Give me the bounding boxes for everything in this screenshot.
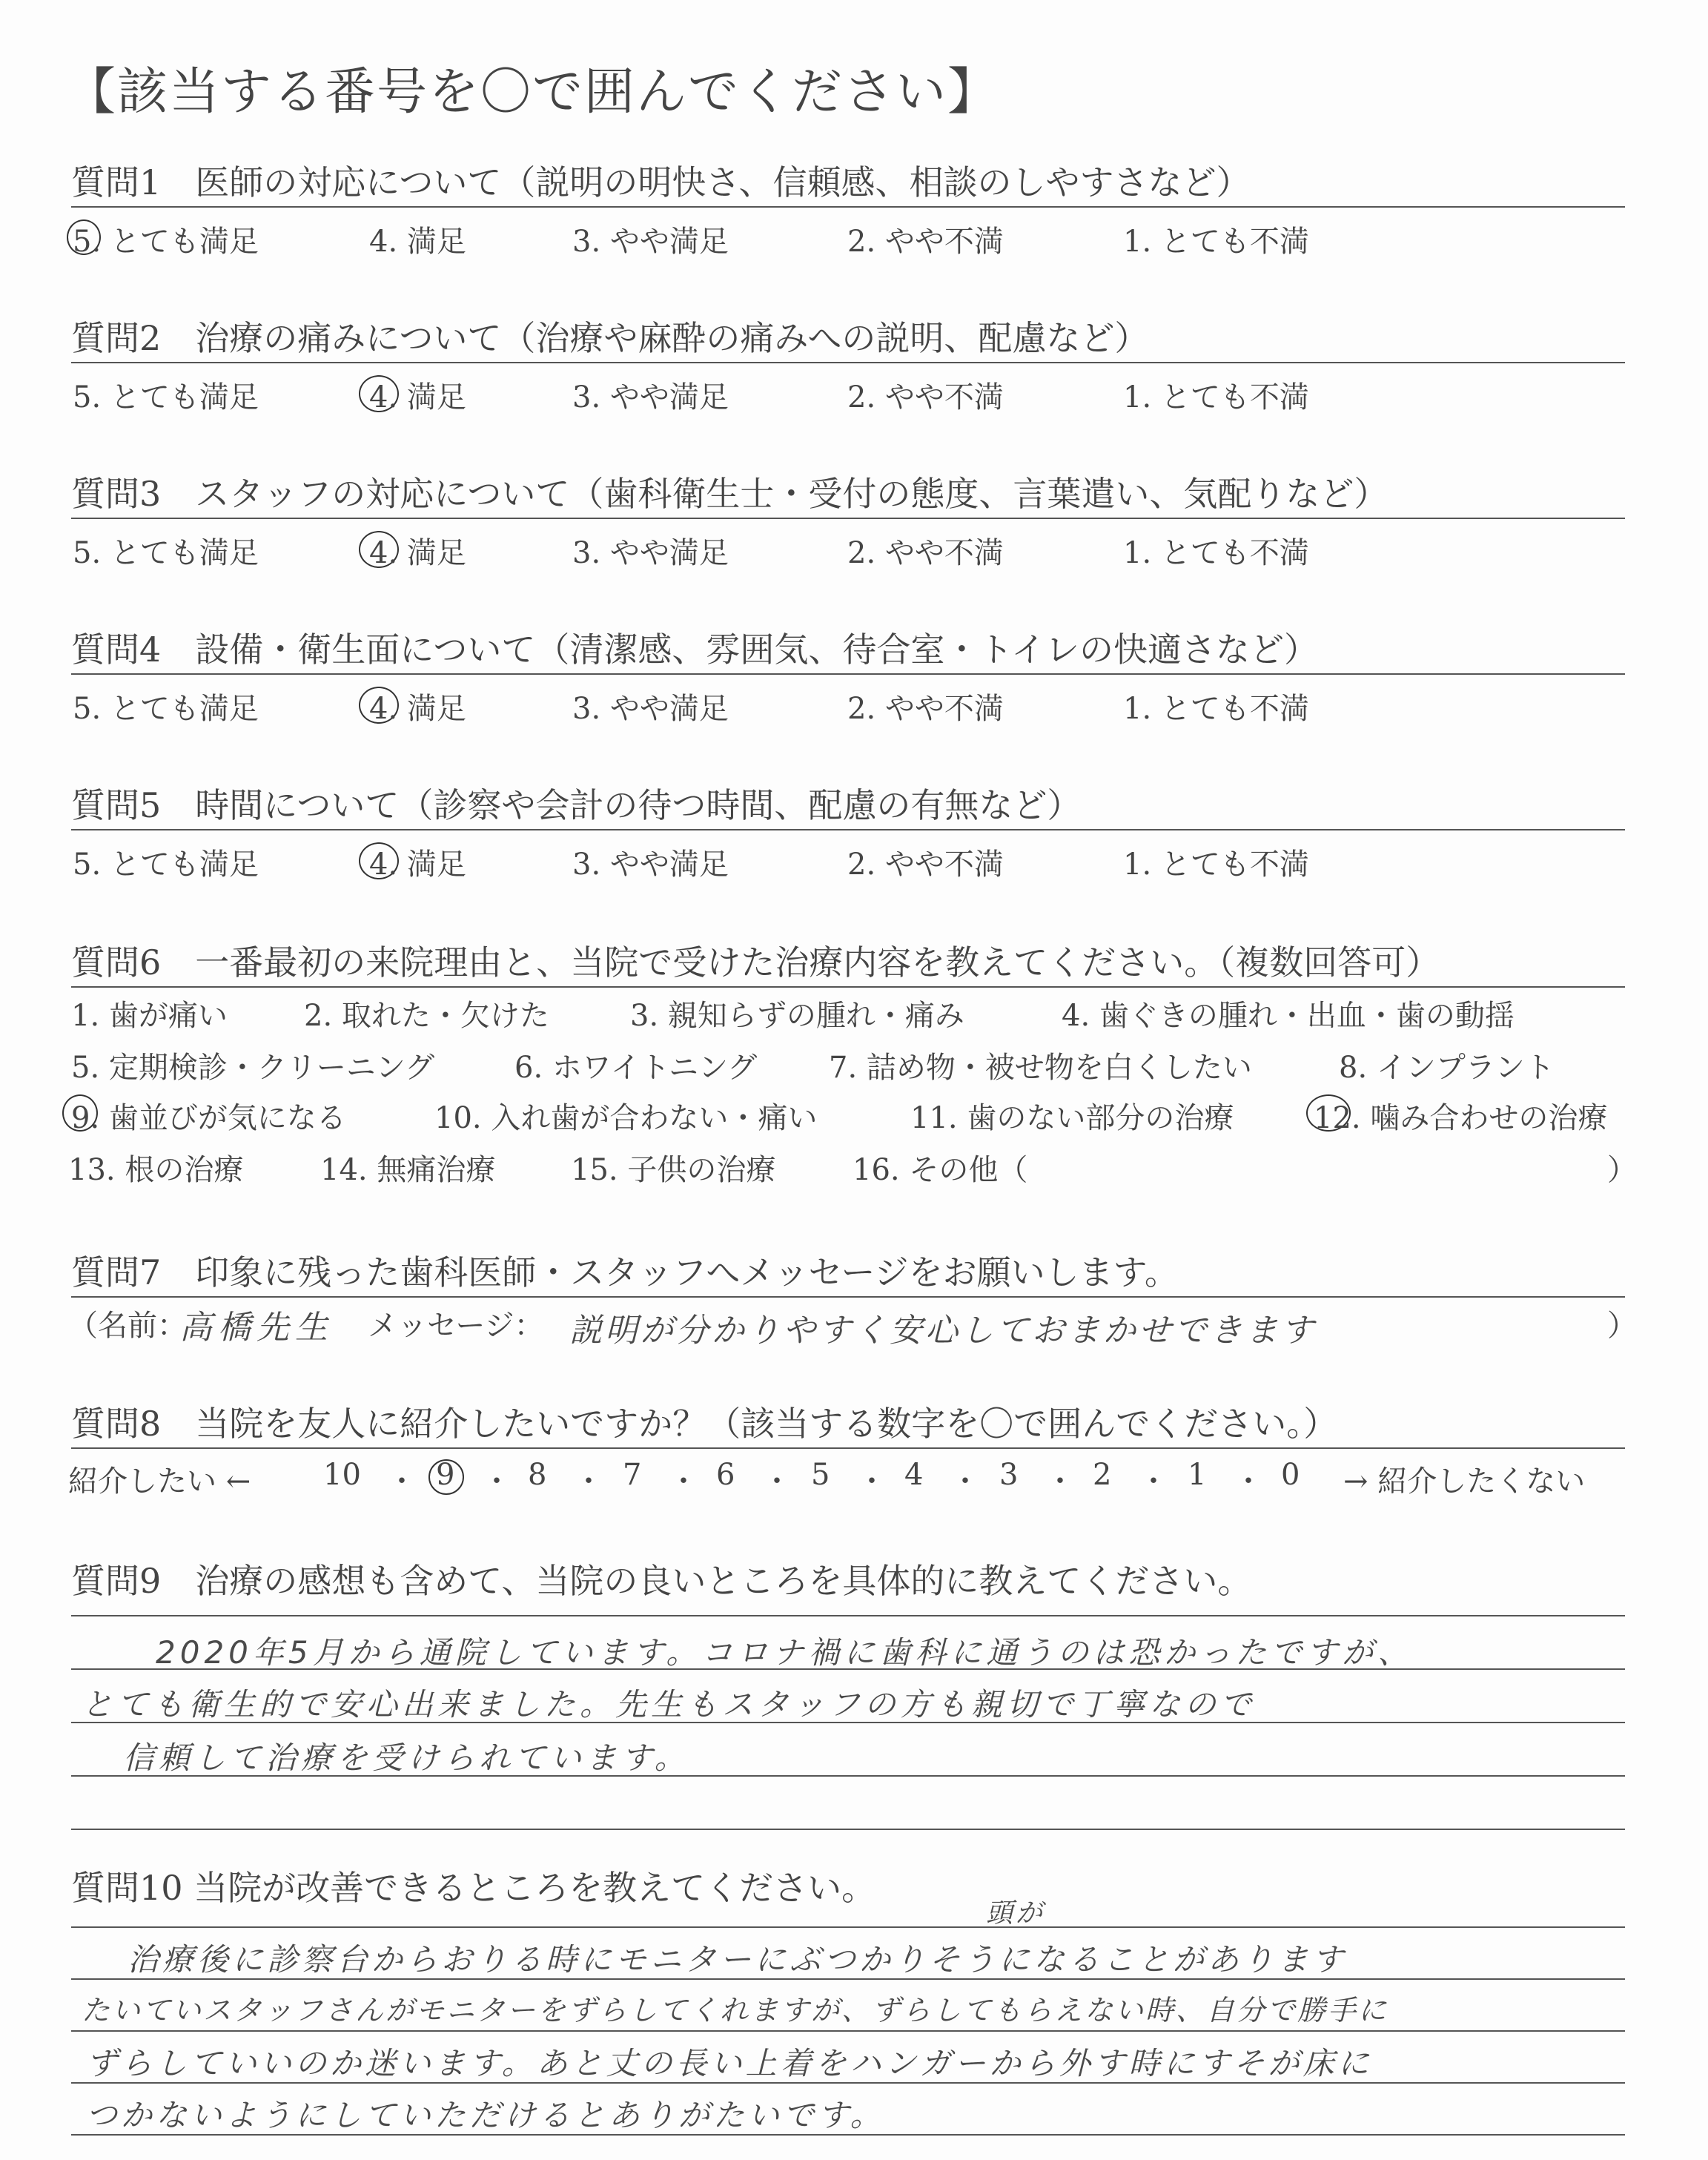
- q8-scale-6[interactable]: 6: [716, 1458, 735, 1492]
- q9-line: [71, 1829, 1625, 1830]
- q3-option-5[interactable]: 5. とても満足: [73, 536, 259, 570]
- q6-option-2[interactable]: 2. 取れた・欠けた: [304, 999, 549, 1033]
- q6-other-close: ）: [1607, 1153, 1637, 1187]
- q3-option-3[interactable]: 3. やや満足: [572, 536, 729, 570]
- q6-option-6[interactable]: 6. ホワイトニング: [514, 1051, 758, 1085]
- q4-option-2[interactable]: 2. やや不満: [847, 692, 1004, 726]
- q6-option-7[interactable]: 7. 詰め物・被せ物を白くしたい: [829, 1051, 1252, 1085]
- q9-line: [71, 1615, 1625, 1616]
- q8-sep: ・: [762, 1464, 792, 1499]
- q1-option-2[interactable]: 2. やや不満: [847, 225, 1004, 259]
- page-header: 【該当する番号を〇で囲んでください】: [65, 63, 1000, 122]
- q5-option-4[interactable]: 4. 満足: [369, 848, 466, 882]
- q8-scale-0[interactable]: 0: [1281, 1458, 1300, 1492]
- q8-sep: ・: [574, 1464, 603, 1499]
- q7-name-label: （名前：: [68, 1309, 187, 1343]
- q6-option-9[interactable]: 9. 歯並びが気になる: [71, 1101, 346, 1135]
- q6-option-3[interactable]: 3. 親知らずの腫れ・痛み: [630, 999, 964, 1033]
- q10-line: [71, 1926, 1625, 1928]
- q8-right-label: → 紹介したくない: [1343, 1464, 1586, 1499]
- q1-title: 質問1 医師の対応について（説明の明快さ、信頼感、相談のしやすさなど）: [71, 162, 1251, 202]
- q3-title: 質問3 スタッフの対応について（歯科衛生士・受付の態度、言葉遣い、気配りなど）: [71, 474, 1388, 514]
- q8-title: 質問8 当院を友人に紹介したいですか？（該当する数字を〇で囲んでください。）: [71, 1404, 1338, 1444]
- q1-option-1[interactable]: 1. とても不満: [1123, 225, 1309, 259]
- q2-option-3[interactable]: 3. やや満足: [572, 380, 729, 415]
- q8-sep: ・: [950, 1464, 980, 1499]
- q10-title: 質問10 当院が改善できるところを教えてください。: [71, 1868, 876, 1908]
- q6-option-8[interactable]: 8. インプラント: [1339, 1051, 1555, 1085]
- q8-sep: ・: [669, 1464, 698, 1499]
- q6-option-11[interactable]: 11. 歯のない部分の治療: [910, 1101, 1234, 1135]
- q4-rule: [71, 673, 1625, 675]
- q8-sep: ・: [387, 1464, 417, 1499]
- q5-rule: [71, 829, 1625, 830]
- q8-scale-8[interactable]: 8: [528, 1458, 547, 1492]
- q8-scale-4[interactable]: 4: [904, 1458, 924, 1492]
- q10-answer-line-4[interactable]: つかないようにしていただけるとありがたいです。: [86, 2097, 885, 2133]
- q2-option-5[interactable]: 5. とても満足: [73, 380, 259, 415]
- q8-sep: ・: [482, 1464, 512, 1499]
- q8-scale-7[interactable]: 7: [623, 1458, 642, 1492]
- q3-option-4[interactable]: 4. 満足: [369, 536, 466, 570]
- q9-answer-line-2[interactable]: とても衛生的で安心出来ました。先生もスタッフの方も親切で丁寧なので: [82, 1686, 1257, 1723]
- q1-option-4[interactable]: 4. 満足: [369, 225, 466, 259]
- q6-option-5[interactable]: 5. 定期検診・クリーニング: [71, 1051, 435, 1085]
- q10-answer-line-1[interactable]: 治療後に診察台からおりる時にモニターにぶつかりそうになることがあります: [128, 1941, 1348, 1978]
- q6-option-16[interactable]: 16. その他（: [853, 1153, 1028, 1187]
- q7-message-label: メッセージ：: [368, 1309, 544, 1343]
- q4-option-5[interactable]: 5. とても満足: [73, 692, 259, 726]
- q8-rule: [71, 1447, 1625, 1449]
- q8-sep: ・: [1139, 1464, 1168, 1499]
- q4-option-3[interactable]: 3. やや満足: [572, 692, 729, 726]
- q3-option-2[interactable]: 2. やや不満: [847, 536, 1004, 570]
- q1-option-5[interactable]: 5. とても満足: [73, 225, 259, 259]
- q9-title: 質問9 治療の感想も含めて、当院の良いところを具体的に教えてください。: [71, 1561, 1252, 1601]
- q1-option-3[interactable]: 3. やや満足: [572, 225, 729, 259]
- q8-sep: ・: [1045, 1464, 1075, 1499]
- q2-title: 質問2 治療の痛みについて（治療や麻酔の痛みへの説明、配慮など）: [71, 318, 1149, 358]
- q8-left-label: 紹介したい ←: [68, 1464, 251, 1499]
- q5-option-1[interactable]: 1. とても不満: [1123, 848, 1309, 882]
- q5-option-5[interactable]: 5. とても満足: [73, 848, 259, 882]
- q5-option-3[interactable]: 3. やや満足: [572, 848, 729, 882]
- q2-rule: [71, 362, 1625, 363]
- q8-sep: ・: [1234, 1464, 1263, 1499]
- q7-message-value[interactable]: 説明が分かりやすく安心しておまかせできます: [569, 1312, 1317, 1350]
- q3-rule: [71, 518, 1625, 519]
- q2-option-2[interactable]: 2. やや不満: [847, 380, 1004, 415]
- q4-option-4[interactable]: 4. 満足: [369, 692, 466, 726]
- q8-scale-9[interactable]: 9: [436, 1458, 455, 1492]
- q10-line: [71, 2030, 1625, 2032]
- q6-title: 質問6 一番最初の来院理由と、当院で受けた治療内容を教えてください。（複数回答可）: [71, 942, 1440, 982]
- q6-option-10[interactable]: 10. 入れ歯が合わない・痛い: [434, 1101, 818, 1135]
- q8-scale-5[interactable]: 5: [811, 1458, 830, 1492]
- q6-option-12[interactable]: 12. 噛み合わせの治療: [1314, 1101, 1608, 1135]
- q9-answer-line-1[interactable]: 2020年5月から通院しています。コロナ禍に歯科に通うのは恐かったですが、: [156, 1634, 1414, 1671]
- q9-answer-line-3[interactable]: 信頼して治療を受けられています。: [123, 1740, 690, 1776]
- q8-sep: ・: [857, 1464, 887, 1499]
- q4-option-1[interactable]: 1. とても不満: [1123, 692, 1309, 726]
- q4-title: 質問4 設備・衛生面について（清潔感、雰囲気、待合室・トイレの快適さなど）: [71, 630, 1319, 670]
- q7-rule: [71, 1296, 1625, 1298]
- q7-name-value[interactable]: 高橋先生: [179, 1309, 334, 1347]
- q5-title: 質問5 時間について（診察や会計の待つ時間、配慮の有無など）: [71, 785, 1082, 825]
- q8-scale-2[interactable]: 2: [1093, 1458, 1112, 1492]
- q10-answer-line-2[interactable]: たいていスタッフさんがモニターをずらしてくれますが、ずらしてもらえない時、自分で勝手に: [82, 1994, 1389, 2027]
- q6-option-4[interactable]: 4. 歯ぐきの腫れ・出血・歯の動揺: [1062, 999, 1515, 1033]
- q6-option-15[interactable]: 15. 子供の治療: [571, 1153, 776, 1187]
- q6-option-13[interactable]: 13. 根の治療: [68, 1153, 244, 1187]
- q7-title: 質問7 印象に残った歯科医師・スタッフへメッセージをお願いします。: [71, 1252, 1179, 1292]
- q8-scale-1[interactable]: 1: [1188, 1458, 1207, 1492]
- q2-option-1[interactable]: 1. とても不満: [1123, 380, 1309, 415]
- q3-option-1[interactable]: 1. とても不満: [1123, 536, 1309, 570]
- q2-option-4[interactable]: 4. 満足: [369, 380, 466, 415]
- q6-option-14[interactable]: 14. 無痛治療: [320, 1153, 496, 1187]
- q10-answer-line-3[interactable]: ずらしていいのか迷います。あと丈の長い上着をハンガーから外す時にすそが床に: [86, 2045, 1373, 2081]
- q8-scale-3[interactable]: 3: [999, 1458, 1019, 1492]
- q1-rule: [71, 206, 1625, 208]
- q7-close: ）: [1607, 1309, 1637, 1343]
- q5-option-2[interactable]: 2. やや不満: [847, 848, 1004, 882]
- q6-rule: [71, 986, 1625, 988]
- q6-option-1[interactable]: 1. 歯が痛い: [71, 999, 228, 1033]
- q10-insert-note[interactable]: 頭が: [986, 1898, 1046, 1929]
- q8-scale-10[interactable]: 10: [323, 1458, 361, 1492]
